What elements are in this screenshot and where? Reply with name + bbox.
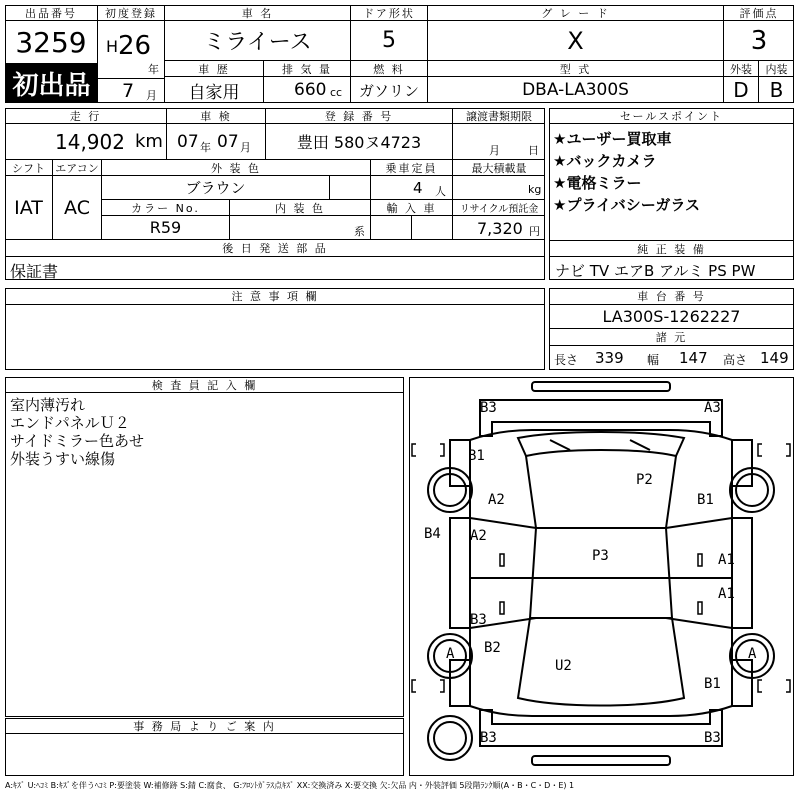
dimensions-header: 諸 元 — [549, 329, 794, 346]
first-reg-year: 26 — [118, 31, 152, 61]
model-value: DBA-LA300S — [428, 77, 724, 103]
import-right — [412, 216, 453, 240]
first-reg-era: H — [106, 37, 119, 56]
displacement-cell — [264, 77, 351, 103]
first-listing-badge: 初出品 — [5, 63, 98, 103]
score-value: 3 — [724, 21, 794, 61]
aircon-value: AC — [53, 176, 102, 240]
inspection-month: 07 — [217, 132, 239, 152]
sales-points-header: セールスポイント — [549, 108, 794, 124]
damage-mark-front-right-bumper: B3 — [704, 730, 721, 746]
sales-point-3: ★電格ミラー — [553, 174, 642, 192]
capacity-header: 乗車定員 — [371, 160, 453, 176]
first-reg-month-cell — [98, 79, 165, 103]
length-label: 長さ — [554, 353, 579, 367]
capacity-unit: 人 — [435, 185, 446, 198]
height-value: 149 — [760, 349, 789, 367]
doors-header: ドア形状 — [351, 5, 428, 21]
interior-grade: B — [769, 78, 784, 102]
car-name-value: ミライース — [165, 21, 351, 61]
displacement-value: 660 — [294, 80, 327, 100]
score-header: 評価点 — [724, 5, 794, 21]
dimensions-row — [549, 346, 794, 370]
damage-mark-left-rear-fender: B1 — [468, 448, 485, 464]
inspector-note-1: 室内薄汚れ — [10, 396, 86, 414]
recycle-unit: 円 — [529, 225, 540, 238]
ext-color-value: ブラウン — [102, 176, 330, 200]
transfer-deadline-cell — [453, 124, 545, 160]
damage-mark-right-front-fender: B1 — [704, 676, 721, 692]
transfer-deadline-header: 譲渡書類期限 — [453, 108, 545, 124]
fuel-value: ガソリン — [351, 77, 428, 103]
damage-mark-left-front-wheel: A — [446, 646, 455, 662]
inspection-month-unit: 月 — [240, 141, 251, 154]
car-diagram — [409, 377, 794, 776]
shift-header: シフト — [5, 160, 53, 176]
model-header: 型 式 — [428, 61, 724, 77]
cautions-header: 注 意 事 項 欄 — [5, 288, 545, 305]
first-reg-month: 7 — [122, 80, 135, 102]
import-header: 輸 入 車 — [371, 200, 453, 216]
first-reg-year-cell — [98, 21, 165, 79]
inspector-note-3: サイドミラー色あせ — [10, 432, 144, 450]
office-header: 事 務 局 よ り ご 案 内 — [5, 718, 404, 734]
damage-mark-left-rear-door: A2 — [488, 492, 505, 508]
damage-mark-roof: P3 — [592, 548, 609, 564]
int-color-header: 内 装 色 — [230, 200, 371, 216]
capacity-value: 4 — [413, 179, 423, 197]
mileage-cell — [5, 124, 167, 160]
equipment-value: ナビ TV エアB アルミ PS PW — [555, 262, 756, 280]
damage-mark-front-left-bumper: B3 — [480, 730, 497, 746]
car-outline-drawing — [410, 378, 793, 775]
inspection-header: 車 検 — [167, 108, 266, 124]
damage-mark-left-front-fender: B3 — [470, 612, 487, 628]
shift-value: IAT — [5, 176, 53, 240]
max-load-unit: kg — [528, 183, 542, 196]
width-label: 幅 — [647, 353, 660, 367]
registration-header: 登 録 番 号 — [266, 108, 453, 124]
inspector-note-4: 外装うすい線傷 — [10, 450, 116, 468]
chassis-value: LA300S-1262227 — [549, 305, 794, 329]
displacement-header: 排 気 量 — [264, 61, 351, 77]
fuel-header: 燃 料 — [351, 61, 428, 77]
mileage-value: 14,902 — [55, 130, 125, 154]
damage-mark-left-front-door: A2 — [470, 528, 487, 544]
sales-point-2: ★バックカメラ — [553, 152, 657, 170]
ext-color-header: 外 装 色 — [102, 160, 371, 176]
equipment-header: 純 正 装 備 — [549, 240, 794, 257]
damage-mark-hood: U2 — [555, 658, 572, 674]
capacity-cell — [371, 176, 453, 200]
damage-mark-left-front-pillar: B2 — [484, 640, 501, 656]
mileage-header: 走 行 — [5, 108, 167, 124]
doors-value: 5 — [351, 21, 428, 61]
ext-color-extra — [330, 176, 371, 200]
recycle-header: リサイクル預託金 — [453, 200, 545, 216]
inspection-year: 07 — [177, 132, 199, 152]
registration-value: 豊田 580ヌ4723 — [266, 124, 453, 160]
transfer-deadline-month-unit: 月 — [489, 144, 500, 157]
interior-header: 内装 — [759, 61, 794, 77]
first-reg-year-unit: 年 — [148, 63, 159, 76]
transfer-deadline-day-unit: 日 — [528, 144, 539, 157]
recycle-cell — [453, 216, 545, 240]
color-no-header: カラー No. — [102, 200, 230, 216]
damage-mark-rear-glass: P2 — [636, 472, 653, 488]
inspection-cell — [167, 124, 266, 160]
damage-mark-right-front-wheel: A — [748, 646, 757, 662]
chassis-header: 車 台 番 号 — [549, 288, 794, 305]
exterior-header: 外装 — [724, 61, 759, 77]
sales-point-1: ★ユーザー買取車 — [553, 130, 672, 148]
lot-header: 出品番号 — [5, 5, 98, 21]
max-load-cell — [453, 176, 545, 200]
color-no-value: R59 — [102, 216, 230, 240]
sales-point-4: ★プライバシーガラス — [553, 196, 700, 214]
car-name-header: 車 名 — [165, 5, 351, 21]
recycle-value: 7,320 — [477, 219, 523, 238]
damage-mark-right-front-door: A1 — [718, 586, 735, 602]
legend-text: A:ｷｽﾞ U:ﾍｺﾐ B:ｷｽﾞを伴うﾍｺﾐ P:要塗装 W:補修跡 S:錆 C:腐食、 G:ﾌﾛﾝﾄｶﾞﾗｽ点ｷｽﾞ XX:交換済み X:要交換 欠:欠品 内・外装評価 5段階ﾗﾝｸ順(A・B・C・D・E) 1 — [5, 781, 575, 790]
lot-number: 3259 — [5, 21, 98, 63]
aircon-header: エアコン — [53, 160, 102, 176]
height-label: 高さ — [723, 353, 748, 367]
history-header: 車 歴 — [165, 61, 264, 77]
damage-mark-right-rear-door: A1 — [718, 552, 735, 568]
damage-mark-rear-left-bumper: B3 — [480, 400, 497, 416]
inspector-header: 検 査 員 記 入 欄 — [5, 377, 404, 393]
displacement-unit: cc — [330, 86, 343, 99]
later-parts-value: 保証書 — [10, 262, 59, 281]
import-left — [371, 216, 412, 240]
max-load-header: 最大積載量 — [453, 160, 545, 176]
later-parts-header: 後 日 発 送 部 品 — [5, 240, 545, 257]
first-reg-header: 初度登録 — [98, 5, 165, 21]
int-color-unit: 系 — [354, 225, 365, 238]
inspection-year-unit: 年 — [200, 141, 211, 154]
inspector-note-2: エンドパネルＵ２ — [10, 414, 130, 432]
first-reg-month-unit: 月 — [146, 89, 157, 102]
history-value: 自家用 — [165, 77, 264, 103]
width-value: 147 — [679, 349, 708, 367]
grade-value: X — [428, 21, 724, 61]
damage-mark-right-rear-fender: B1 — [697, 492, 714, 508]
damage-mark-rear-right-bumper: A3 — [704, 400, 721, 416]
damage-mark-left-side-step: B4 — [424, 526, 441, 542]
mileage-unit: km — [135, 131, 163, 152]
length-value: 339 — [595, 349, 624, 367]
exterior-grade: D — [724, 77, 759, 103]
grade-header: グ レ ー ド — [428, 5, 724, 21]
int-color-cell — [230, 216, 371, 240]
